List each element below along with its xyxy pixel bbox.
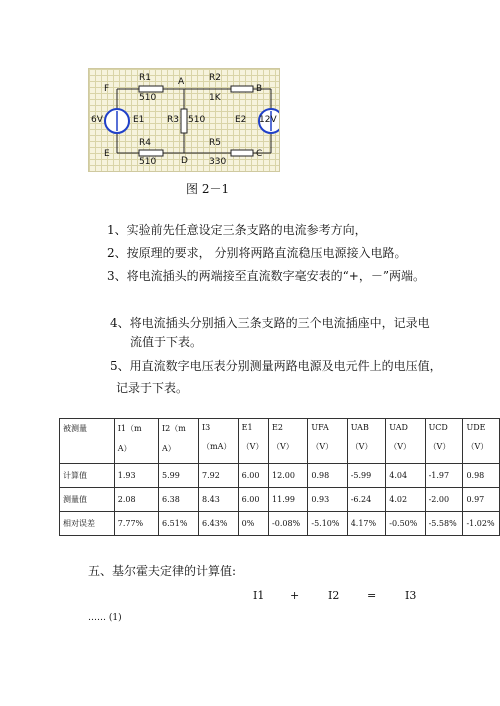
table-header-row (60, 419, 500, 464)
table-cell: -1.02% (463, 512, 500, 536)
equation-i1: I1 (253, 589, 265, 602)
table-cell: 0% (238, 512, 268, 536)
node-b-label: B (256, 84, 263, 94)
table-cell: 0.93 (308, 488, 347, 512)
table-cell: 6.43% (199, 512, 239, 536)
r4-label: R4 (139, 138, 151, 148)
equation-equals: = (367, 589, 377, 602)
table-cell: 1.93 (114, 464, 158, 488)
table-cell: 0.98 (463, 464, 500, 488)
node-e-label: E (104, 149, 110, 159)
e1-value: 6V (91, 115, 103, 125)
table-cell: 计算值 (60, 464, 115, 488)
step-4-line1: 4、将电流插头分别插入三条支路的三个电流插座中，记录电 (110, 316, 430, 330)
table-cell: 7.77% (114, 512, 158, 536)
r3-value: 510 (188, 115, 206, 125)
figure-caption: 图 2－1 (186, 182, 230, 196)
header-cell: UAB （V） (347, 419, 386, 464)
table-cell: 7.92 (199, 464, 239, 488)
table-cell: 4.02 (386, 488, 425, 512)
step-3: 3、将电流插头的两端接至直流数字毫安表的“+，－”两端。 (107, 269, 425, 283)
header-cell: UAD （V） (386, 419, 425, 464)
r5-value: 330 (209, 157, 227, 167)
table-cell: 4.17% (347, 512, 386, 536)
table-row (60, 464, 500, 488)
table-cell: 测量值 (60, 488, 115, 512)
header-cell: UDE （V） (463, 419, 500, 464)
table-row (60, 512, 500, 536)
table-cell: -1.97 (425, 464, 463, 488)
table-cell: -0.08% (269, 512, 308, 536)
equation-plus: + (290, 589, 300, 602)
step-2: 2、按原理的要求， 分别将两路直流稳压电源接入电路。 (107, 246, 407, 260)
e1-label: E1 (133, 115, 145, 125)
table-cell: -0.50% (386, 512, 425, 536)
r2-label: R2 (209, 73, 221, 83)
resistor-r4 (139, 150, 163, 156)
equation-i2: I2 (328, 589, 340, 602)
table-cell: -5.58% (425, 512, 463, 536)
header-cell: I3 （mA） (199, 419, 239, 464)
header-cell: I2（m A） (159, 419, 199, 464)
resistor-r5 (231, 150, 253, 156)
header-cell: 被测量 (60, 419, 115, 464)
table-cell: 6.00 (238, 488, 268, 512)
table-cell: 6.00 (238, 464, 268, 488)
step-5-line2: 记录于下表。 (116, 381, 189, 395)
table-cell: -5.99 (347, 464, 386, 488)
header-cell: UCD （V） (425, 419, 463, 464)
r1-label: R1 (139, 73, 151, 83)
circuit-diagram (88, 68, 280, 172)
table-cell: 0.98 (308, 464, 347, 488)
equation-i3: I3 (405, 589, 417, 602)
table-cell: 2.08 (114, 488, 158, 512)
resistor-r3 (181, 109, 187, 133)
step-1: 1、实验前先任意设定三条支路的电流参考方向， (107, 223, 367, 237)
section-5-title: 五、基尔霍夫定律的计算值: (88, 564, 237, 578)
header-cell: UFA （V） (308, 419, 347, 464)
table-cell: 6.38 (159, 488, 199, 512)
table-cell: 4.04 (386, 464, 425, 488)
r5-label: R5 (209, 138, 221, 148)
r2-value: 1K (209, 93, 221, 103)
table-cell: -6.24 (347, 488, 386, 512)
node-d-label: D (181, 156, 188, 166)
table-cell: -5.10% (308, 512, 347, 536)
table-row (60, 488, 500, 512)
r4-value: 510 (139, 157, 157, 167)
e2-value: 12V (259, 115, 277, 125)
e2-label: E2 (235, 115, 247, 125)
header-cell: E2 （V） (269, 419, 308, 464)
node-a-label: A (178, 77, 185, 87)
measurement-table (59, 418, 500, 536)
node-c-label: C (256, 149, 263, 159)
header-cell: I1（m A） (114, 419, 158, 464)
step-4-line2: 流值于下表。 (130, 335, 203, 349)
equation-number: …… (1) (88, 613, 122, 623)
table-cell: 8.43 (199, 488, 239, 512)
r3-label: R3 (167, 115, 179, 125)
table-cell: 11.99 (269, 488, 308, 512)
node-f-label: F (104, 84, 110, 94)
table-cell: 6.51% (159, 512, 199, 536)
table-cell: 0.97 (463, 488, 500, 512)
table-cell: 12.00 (269, 464, 308, 488)
r1-value: 510 (139, 93, 157, 103)
table-cell: -2.00 (425, 488, 463, 512)
resistor-r2 (231, 86, 253, 92)
step-5-line1: 5、用直流数字电压表分别测量两路电源及电元件上的电压值， (110, 359, 442, 373)
table-cell: 5.99 (159, 464, 199, 488)
resistor-r1 (139, 86, 163, 92)
table-cell: 相对误差 (60, 512, 115, 536)
header-cell: E1 （V） (238, 419, 268, 464)
